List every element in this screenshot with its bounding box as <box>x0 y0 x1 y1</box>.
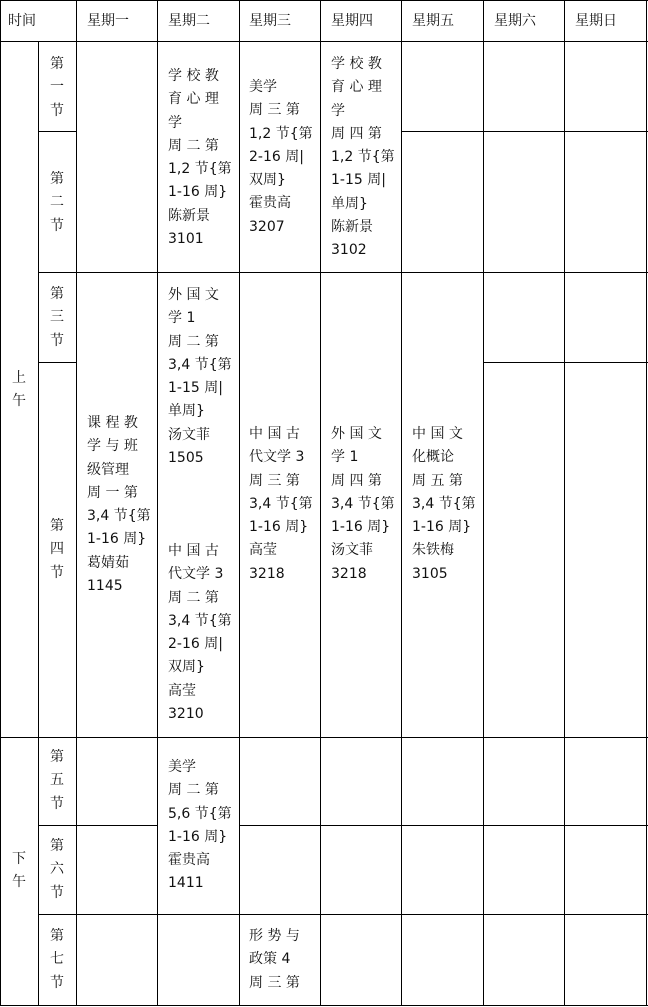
grid-col-sat <box>564 0 565 1006</box>
grid-col-tue <box>239 0 240 1006</box>
grid-p5-bottom-a <box>38 825 158 826</box>
grid-col-thu <box>401 0 402 1006</box>
period-6-label: 第 六 节 <box>50 838 64 901</box>
grid-col-period <box>76 0 77 1006</box>
header-sunday: 星期日 <box>575 13 617 29</box>
grid-morning-bottom <box>0 737 648 738</box>
course-thu-1-2: 学 校 教 育 心 理 学 周 四 第 1,2 节{第 1-15 周| 单周} 陈新景 3102 <box>331 56 395 259</box>
period-4-label: 第 四 节 <box>50 518 64 581</box>
morning-label: 上 午 <box>12 370 26 410</box>
grid-col-time <box>38 41 39 1006</box>
header-saturday: 星期六 <box>494 13 536 29</box>
grid-p1-bottom-b <box>401 131 648 132</box>
grid-p5-bottom-b <box>239 825 648 826</box>
course-tue-3-4-odd: 外 国 文 学 1 周 二 第 3,4 节{第 1-15 周| 单周} 汤文菲 1505 <box>168 287 232 467</box>
grid-p6-bottom <box>38 914 648 915</box>
grid-col-right <box>646 0 647 1006</box>
course-thu-3-4: 外 国 文 学 1 周 四 第 3,4 节{第 1-16 周} 汤文菲 3218 <box>331 426 395 582</box>
course-mon-3-4: 课 程 教 学 与 班 级管理 周 一 第 3,4 节{第 1-16 周} 葛婧茹 1145 <box>87 415 151 595</box>
course-wed-1-2: 美学 周 三 第 1,2 节{第 2-16 周| 双周} 霍贵高 3207 <box>249 79 313 235</box>
course-tue-1-2: 学 校 教 育 心 理 学 周 二 第 1,2 节{第 1-16 周} 陈新景 3101 <box>168 68 232 248</box>
period-5-label: 第 五 节 <box>50 749 64 812</box>
period-1-label: 第 一 节 <box>50 56 64 119</box>
grid-p3-bottom-a <box>38 362 76 363</box>
period-2-label: 第 二 节 <box>50 171 64 234</box>
course-tue-5-6: 美学 周 二 第 5,6 节{第 1-16 周} 霍贵高 1411 <box>168 759 232 892</box>
header-friday: 星期五 <box>412 13 454 29</box>
header-time: 时间 <box>8 13 36 29</box>
header-thursday: 星期四 <box>331 13 373 29</box>
grid-p2-bottom <box>38 272 648 273</box>
header-wednesday: 星期三 <box>249 13 291 29</box>
course-tue-3-4-even: 中 国 古 代文学 3 周 二 第 3,4 节{第 2-16 周| 双周} 高莹 3210 <box>168 543 232 723</box>
grid-bottom <box>0 1005 648 1006</box>
course-wed-3-4: 中 国 古 代文学 3 周 三 第 3,4 节{第 1-16 周} 高莹 3218 <box>249 426 313 582</box>
course-wed-7: 形 势 与 政策 4 周 三 第 <box>249 928 300 991</box>
grid-col-mon <box>157 0 158 1006</box>
grid-col-left <box>0 0 1 1006</box>
grid-col-wed <box>320 0 321 1006</box>
grid-header-bottom <box>0 41 648 42</box>
course-fri-3-4: 中 国 文 化概论 周 五 第 3,4 节{第 1-16 周} 朱铁梅 3105 <box>412 426 476 582</box>
header-tuesday: 星期二 <box>168 13 210 29</box>
period-7-label: 第 七 节 <box>50 928 64 991</box>
period-3-label: 第 三 节 <box>50 286 64 349</box>
grid-col-fri <box>483 0 484 1006</box>
grid-p3-bottom-b <box>483 362 648 363</box>
grid-top <box>0 0 648 1</box>
header-monday: 星期一 <box>87 13 129 29</box>
grid-p1-bottom-a <box>38 131 76 132</box>
afternoon-label: 下 午 <box>12 851 26 891</box>
